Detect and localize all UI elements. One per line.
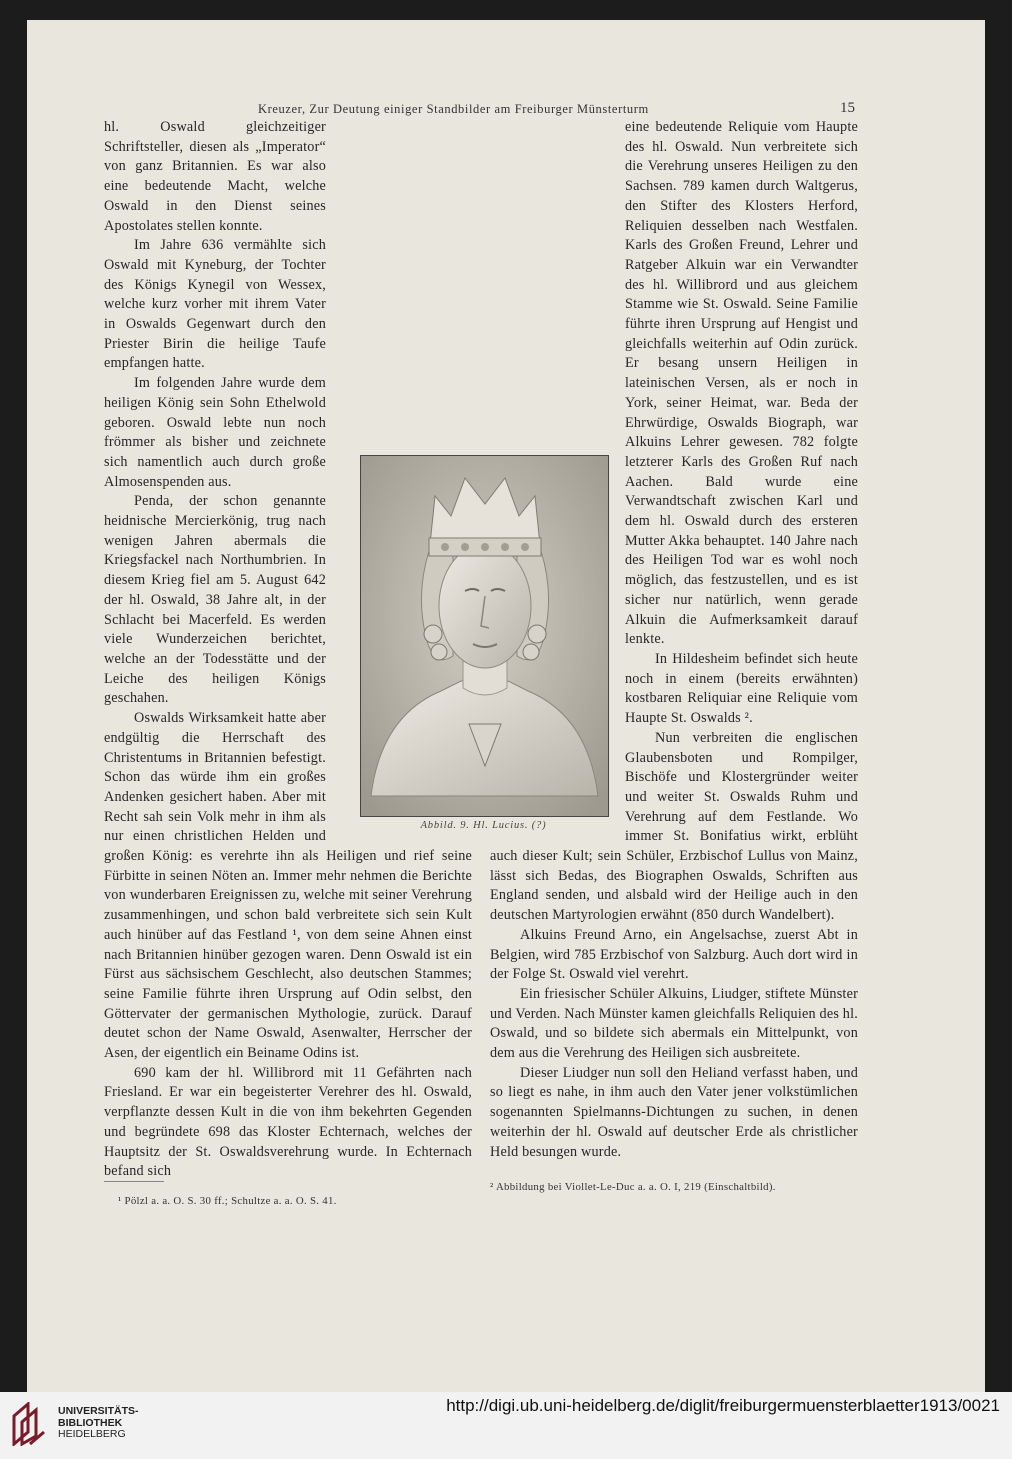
paragraph: In Hildesheim befindet sich heute noch in einem (bereits erwähnten) kostbaren Reliquiar eine Reliquie vom Haupte St. Oswalds ². xyxy=(625,650,858,727)
library-name-line: BIBLIOTHEK xyxy=(58,1416,123,1429)
library-name-line: UNIVERSITÄTS- xyxy=(58,1405,139,1417)
footnote-right: ² Abbildung bei Viollet-Le-Duc a. a. O. I, 219 (Einschaltbild). xyxy=(490,1181,776,1193)
paragraph: Im Jahre 636 vermählte sich Oswald mit Kyneburg, der Tochter des Königs Kynegil von Wessex, welche kurz vorher mit ihrem Vater in Oswalds Gegenwart durch den Priester Birin die heilige Taufe empfangen hatte. xyxy=(104,237,326,372)
bust-photograph xyxy=(360,455,609,817)
paragraph: Alkuins Freund Arno, ein Angelsachse, zuerst Abt in Belgien, wird 785 Erzbischof von Salzburg. Auch dort wird in der Folge St. Oswald viel verehrt. xyxy=(490,926,858,983)
paragraph: hl. Oswald gleichzeitiger Schriftsteller, diesen als „Imperator“ von ganz Britannien. Es war also eine bedeutende Macht, welche Oswald in den Dienst seines Apostolates stellen konnte. xyxy=(104,119,326,234)
page-number: 15 xyxy=(840,100,855,116)
footnote-left: ¹ Pölzl a. a. O. S. 30 ff.; Schultze a. a. O. S. 41. xyxy=(118,1195,337,1207)
paragraph: eine bedeutende Reliquie vom Haupte des hl. Oswald. Nun verbreitete sich die Verehrung unseres Heiligen zu den Sachsen. 789 kamen durch Waltgerus, den Stifter des Klosters Herford, Reliquien desselben nach Westfalen. Karls des Großen Freund, Lehrer und Ratgeber Alkuin war ein Verwandter des hl. Willibrord und aus gleichem Stamme wie St. Oswald. Seine Familie führte ihren Ursprung auf Hengist und gleichfalls weiterhin auf Odin zurück. Er besang unsern Heiligen in lateinischen Versen, als er noch in York, seiner Heimat, war. Beda der Ehrwürdige, Oswalds Biograph, war Alkuins Lehrer gewesen. 782 folgte letzterer Karls des Großen Ruf nach Aachen. Bald wurde eine Verwandtschaft zwischen Karl und dem hl. Oswald durch des ersteren Mutter Akka behauptet. 140 Jahre nach des Heiligen Tod war es wohl noch möglich, das festzustellen, und es ist sicher nur natürlich, wenn gerade Alkuin die Aufmerksamkeit darauf lenkte. xyxy=(625,119,858,648)
paragraph: Nun verbreiten die englischen Glaubensboten und Rompilger, Bischöfe und Klostergründer weiter und weiter St. Oswalds Ruhm und Verehrung auf dem Festlande. Wo immer St. Bonifatius wirkt, erblüht auch dieser Kult; sein Schüler, Erzbischof Lullus von Mainz, lässt sich Bedas, des Biographen Oswalds, Schriften aus England senden, und alsbald wird der Heilige auch in den deutschen Martyrologien erwähnt (850 durch Wandelbert). xyxy=(490,729,858,924)
running-title: Kreuzer, Zur Deutung einiger Standbilder am Freiburger Münsterturm xyxy=(258,102,649,116)
footnote-rule xyxy=(104,1181,164,1182)
library-logo-icon[interactable] xyxy=(10,1402,50,1446)
paragraph: Oswalds Wirksamkeit hatte aber endgültig die Herrschaft des Christentums in Britannien befestigt. Schon das würde ihm ein großes Andenken gesichert haben. Aber mit Recht sah sein Volk mehr in ihm als nur einen christlichen Helden und großen König: es verehrte ihn als Heiligen und rief seine Fürbitte in seinen Nöten an. Immer mehr nehmen die Berichte von wunderbaren Ereignissen zu, welche mit seiner Verehrung zusammenhingen, und schon bald verbreitete sich sein Kult auch hinüber auf das Festland ¹, von dem seine Ahnen einst nach Britannien hinüber gezogen waren. Denn Oswald ist ein Fürst aus sächsischem Geschlecht, also deutschen Stammes; seine Familie führte ihren Ursprung auf Odin selbst, den Göttervater der germanischen Mythologie, zurück. Darauf deutet schon der Name Oswald, Asenwalter, Herrscher der Asen, der eigentlich ein Beiname Odins ist. xyxy=(104,710,472,1062)
figure-caption: Abbild. 9. Hl. Lucius. (?) xyxy=(420,820,547,831)
permalink-url[interactable]: http://digi.ub.uni-heidelberg.de/diglit/freiburgermuensterblaetter1913/0021 xyxy=(446,1396,1000,1415)
paragraph: 690 kam der hl. Willibrord mit 11 Gefährten nach Friesland. Er war ein begeisterter Verehrer des hl. Oswald, verpflanzte dessen Kult in die von ihm bekehrten Gegenden und begründete 698 das Kloster Echternach, welches der Hauptsitz der St. Oswaldsverehrung wurde. In Echternach befand sich xyxy=(104,1064,472,1180)
paragraph: Ein friesischer Schüler Alkuins, Liudger, stiftete Münster und Verden. Nach Münster kamen gleichfalls Reliquien des hl. Oswald, und so bildete sich abermals ein Mittelpunkt, von dem aus die Verehrung des Heiligen sich ausbreitete. xyxy=(490,985,858,1062)
crowned-bust-illustration xyxy=(361,456,608,816)
paragraph: Im folgenden Jahre wurde dem heiligen König sein Sohn Ethelwold geboren. Oswald lebte nun noch frömmer als bisher und zeichnete sich namentlich auch durch große Almosenspenden aus. xyxy=(104,375,326,490)
paragraph: Penda, der schon genannte heidnische Mercierkönig, trug nach wenigen Jahren abermals die Kriegsfackel nach Northumbrien. In diesem Krieg fiel am 5. August 642 der hl. Oswald, 38 Jahre alt, in der Schlacht bei Macerfeld. Es werden viele Wunderzeichen berichtet, welche an der Todesstätte und der Leiche des heiligen Königs geschahen. xyxy=(104,493,326,707)
library-name[interactable] xyxy=(58,1406,139,1441)
paragraph: Dieser Liudger nun soll den Heliand verfasst haben, und so liegt es nahe, in ihm auch den Vater jener volkstümlichen sogenannten Spielmanns-Dichtungen zu suchen, in denen weiterhin der hl. Oswald auf deutscher Erde als christlicher Held besungen wurde. xyxy=(490,1064,858,1160)
library-name-line: HEIDELBERG xyxy=(58,1428,126,1440)
